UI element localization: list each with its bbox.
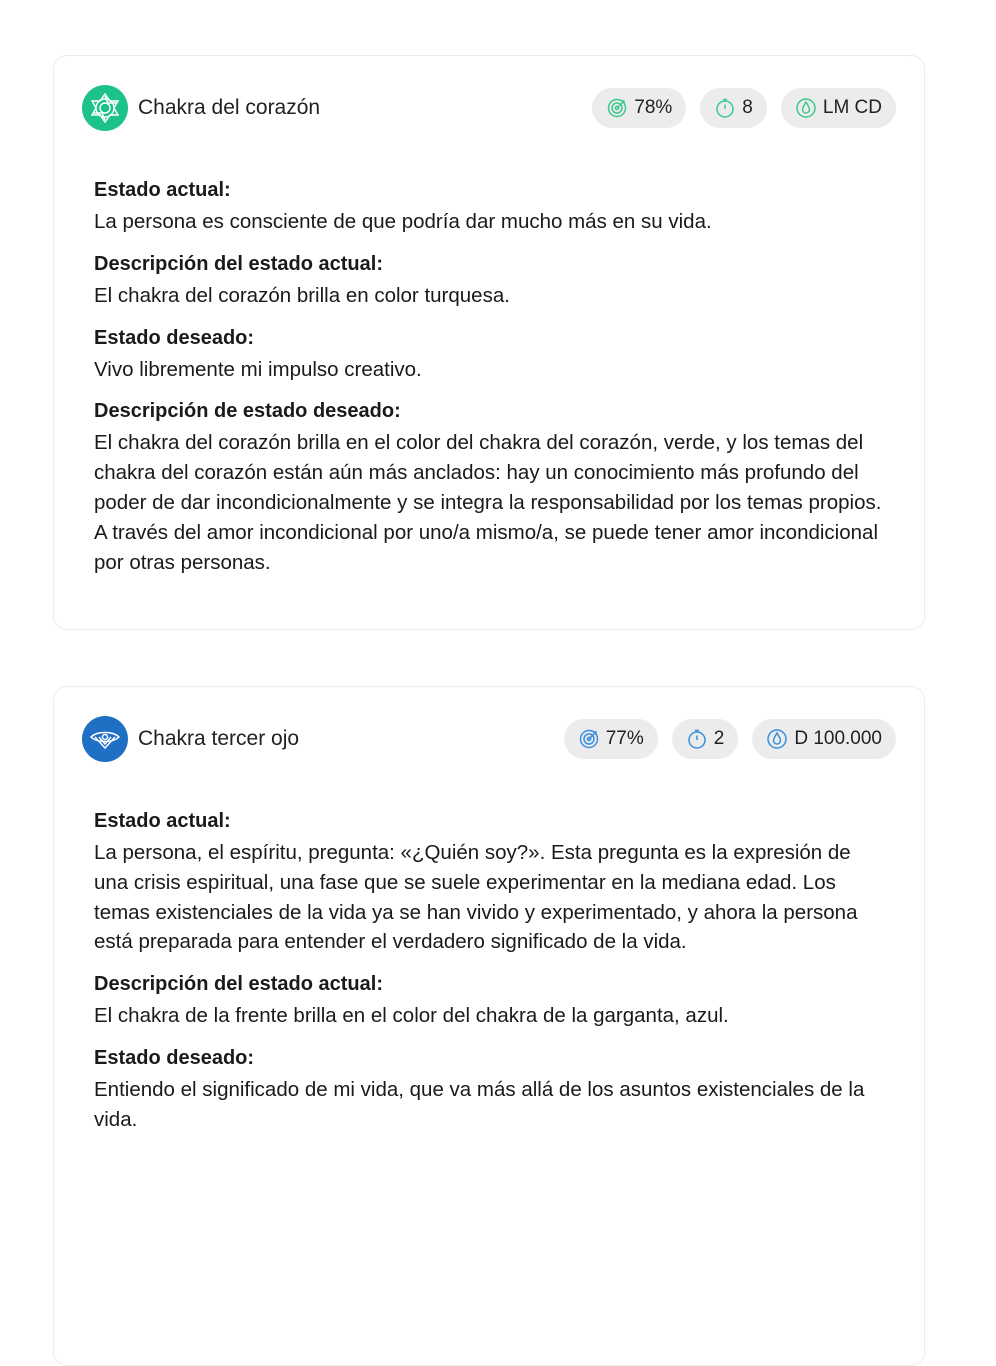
- tag-value: D 100.000: [794, 728, 882, 749]
- card-title-group: [82, 85, 320, 131]
- card-header: [82, 84, 896, 132]
- section-label: Estado actual:: [94, 179, 231, 201]
- chakra-card-heart: [53, 55, 925, 630]
- count-badge: [672, 719, 739, 759]
- count-badge: [700, 88, 767, 128]
- card-title: Chakra tercer ojo: [138, 727, 300, 750]
- section-label: Descripción de estado deseado:: [94, 400, 401, 423]
- badge-group: [550, 719, 896, 759]
- card-content: [94, 807, 884, 1148]
- timer-icon: [714, 97, 736, 119]
- timer-icon: [686, 728, 708, 750]
- section-text: Entiendo el significado de mi vida, que va más allá de los asuntos existenciales de la vida.: [94, 1077, 865, 1131]
- tag-value: LM CD: [822, 97, 882, 118]
- tag-badge: [781, 88, 896, 128]
- card-title: Chakra del corazón: [138, 96, 321, 119]
- target-icon: [578, 728, 600, 750]
- drop-icon: [766, 728, 788, 750]
- section-label: Descripción del estado actual:: [94, 973, 383, 996]
- third-eye-chakra-icon: [82, 716, 128, 762]
- tag-badge: [752, 719, 896, 759]
- chakra-card-third-eye: [53, 686, 925, 1366]
- percent-badge: [564, 719, 658, 759]
- section-label: Descripción del estado actual:: [94, 252, 383, 275]
- count-value: 8: [742, 97, 753, 118]
- card-title-group: [82, 716, 299, 762]
- heart-chakra-icon: [82, 85, 128, 131]
- card-header: [82, 715, 896, 763]
- section-text: El chakra del corazón brilla en el color del chakra del corazón, verde, y los temas del chakra del corazón están aún más anclados: hay un conocimiento más profundo del poder de dar incondicionalmente y se integra la responsabilidad por los temas propios. A través del amor incondicional por uno/a mismo/a, se puede tener amor incondicional por otras personas.: [94, 431, 882, 574]
- section-text: Vivo libremente mi impulso creativo.: [94, 357, 422, 381]
- target-icon: [606, 97, 628, 119]
- section-text: El chakra del corazón brilla en color turquesa.: [94, 283, 510, 307]
- percent-badge: [592, 88, 686, 128]
- section-text: La persona, el espíritu, pregunta: «¿Quién soy?». Esta pregunta es la expresión de una crisis espiritual, una fase que se suele experimentar en la mediana edad. Los temas existenciales de la vida ya se han vivido y experimentado, y ahora la persona está preparada para entender el verdadero significado de la vida.: [94, 841, 858, 954]
- section-label: Estado deseado:: [94, 326, 255, 349]
- drop-icon: [795, 97, 817, 119]
- section-text: El chakra de la frente brilla en el color del chakra de la garganta, azul.: [94, 1004, 729, 1028]
- section-label: Estado actual:: [94, 810, 231, 832]
- badge-group: [578, 88, 896, 128]
- percent-value: 77%: [605, 728, 644, 749]
- card-content: [94, 176, 884, 590]
- count-value: 2: [713, 728, 725, 749]
- percent-value: 78%: [634, 97, 673, 118]
- section-label: Estado deseado:: [94, 1046, 255, 1069]
- section-text: La persona es consciente de que podría dar mucho más en su vida.: [94, 210, 712, 233]
